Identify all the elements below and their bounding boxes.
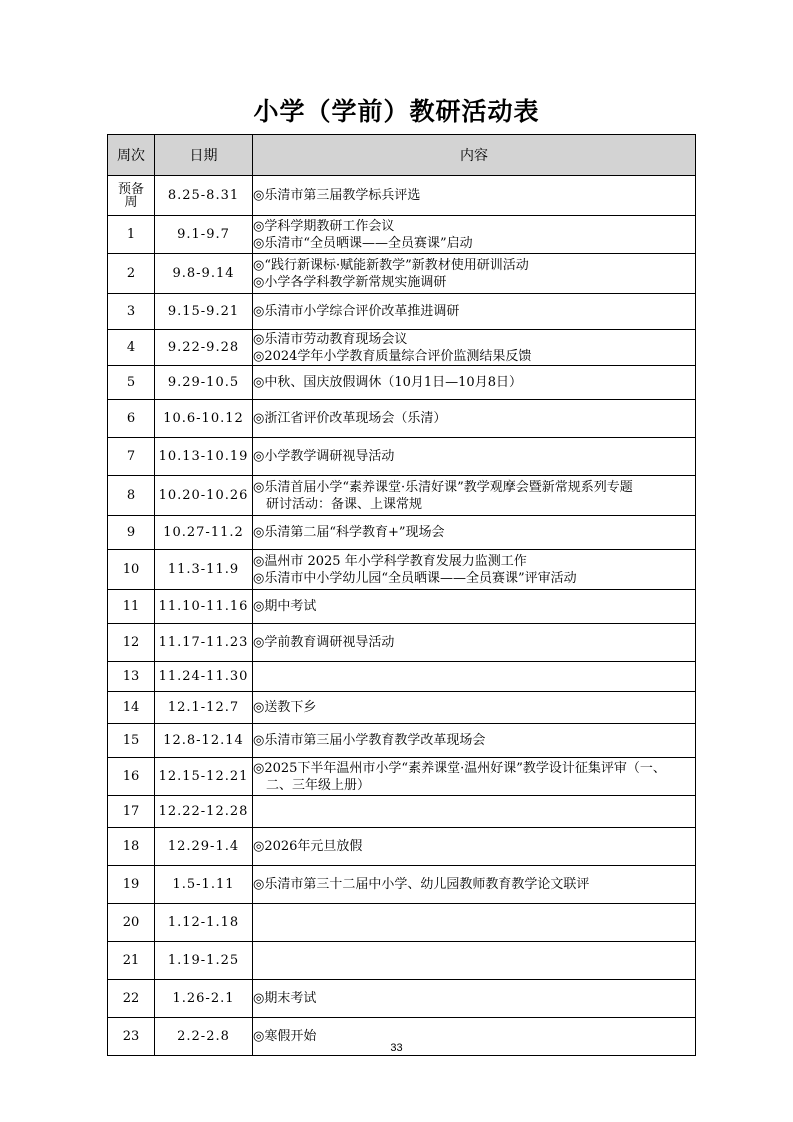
activity-item: ◎期末考试 [253, 991, 317, 1006]
content-cell [253, 330, 696, 366]
table-row [108, 590, 696, 624]
table-row [108, 400, 696, 438]
content-cell [253, 516, 696, 550]
date-cell: 11.3-11.9 [155, 550, 253, 590]
table-row [108, 796, 696, 828]
table-row [108, 176, 696, 216]
table-row [108, 724, 696, 758]
date-cell: 1.5-1.11 [155, 866, 253, 904]
date-cell: 1.19-1.25 [155, 942, 253, 980]
date-cell: 8.25-8.31 [155, 176, 253, 216]
date-cell: 11.10-11.16 [155, 590, 253, 624]
date-cell: 10.13-10.19 [155, 438, 253, 476]
content-cell [253, 176, 696, 216]
table-row [108, 438, 696, 476]
week-cell: 12 [108, 624, 155, 662]
week-cell: 1 [108, 216, 155, 254]
date-cell: 12.8-12.14 [155, 724, 253, 758]
week-cell: 14 [108, 692, 155, 724]
table-row [108, 366, 696, 400]
content-cell [253, 980, 696, 1018]
content-cell [253, 904, 696, 942]
week-cell: 20 [108, 904, 155, 942]
week-cell: 预备周 [108, 176, 155, 216]
activity-item: ◎小学教学调研视导活动 [253, 449, 395, 464]
content-cell [253, 624, 696, 662]
content-cell [253, 550, 696, 590]
activity-table [107, 134, 696, 1056]
content-cell [253, 366, 696, 400]
date-cell: 12.1-12.7 [155, 692, 253, 724]
date-cell: 12.29-1.4 [155, 828, 253, 866]
content-cell [253, 590, 696, 624]
table-row [108, 904, 696, 942]
date-cell: 1.12-1.18 [155, 904, 253, 942]
week-cell: 2 [108, 254, 155, 294]
activity-item: ◎2025下半年温州市小学“素养课堂·温州好课”教学设计征集评审（一、 [253, 760, 666, 776]
header-date: 日期 [155, 135, 253, 176]
date-cell: 11.24-11.30 [155, 662, 253, 692]
activity-item: ◎乐清市“全员晒课——全员赛课”启动 [253, 235, 473, 251]
date-cell: 9.15-9.21 [155, 294, 253, 330]
week-cell: 6 [108, 400, 155, 438]
date-cell: 10.27-11.2 [155, 516, 253, 550]
activity-item: ◎浙江省评价改革现场会（乐清） [253, 411, 447, 426]
activity-item: ◎寒假开始 [253, 1029, 317, 1044]
activity-item: ◎乐清市第三届教学标兵评选 [253, 188, 421, 203]
activity-item: ◎“践行新课标·赋能新教学”新教材使用研训活动 [253, 257, 529, 273]
activity-item: ◎学前教育调研视导活动 [253, 635, 395, 650]
content-cell [253, 400, 696, 438]
table-body [108, 176, 696, 1056]
week-cell: 9 [108, 516, 155, 550]
table-row [108, 476, 696, 516]
table-row [108, 980, 696, 1018]
date-cell: 9.8-9.14 [155, 254, 253, 294]
activity-item: ◎温州市 2025 年小学科学教育发展力监测工作 [253, 553, 527, 569]
week-cell: 13 [108, 662, 155, 692]
header-content: 内容 [253, 135, 696, 176]
table-row [108, 624, 696, 662]
table-row [108, 758, 696, 796]
week-cell: 22 [108, 980, 155, 1018]
table-row [108, 866, 696, 904]
activity-item: ◎中秋、国庆放假调休（10月1日—10月8日） [253, 375, 522, 390]
date-cell: 9.22-9.28 [155, 330, 253, 366]
date-cell: 2.2-2.8 [155, 1018, 253, 1056]
activity-item: 二、三年级上册） [266, 777, 371, 793]
date-cell: 9.29-10.5 [155, 366, 253, 400]
table-row [108, 692, 696, 724]
table-row [108, 662, 696, 692]
activity-item: ◎2024学年小学教育质量综合评价监测结果反馈 [253, 348, 532, 364]
content-cell [253, 254, 696, 294]
week-cell: 19 [108, 866, 155, 904]
content-cell [253, 662, 696, 692]
date-cell: 9.1-9.7 [155, 216, 253, 254]
activity-item: ◎乐清市中小学幼儿园“全员晒课——全员赛课”评审活动 [253, 570, 577, 586]
activity-item: ◎2026年元旦放假 [253, 839, 363, 854]
content-cell [253, 866, 696, 904]
page-title: 小学（学前）教研活动表 [253, 97, 540, 126]
week-cell: 21 [108, 942, 155, 980]
header-week: 周次 [108, 135, 155, 176]
date-cell: 11.17-11.23 [155, 624, 253, 662]
week-cell: 18 [108, 828, 155, 866]
week-cell: 23 [108, 1018, 155, 1056]
activity-item: ◎学科学期教研工作会议 [253, 218, 395, 234]
table-row [108, 254, 696, 294]
activity-item: ◎乐清市第三届小学教育教学改革现场会 [253, 733, 486, 748]
table-row [108, 516, 696, 550]
date-cell: 1.26-2.1 [155, 980, 253, 1018]
activity-item: ◎乐清市第三十二届中小学、幼儿园教师教育教学论文联评 [253, 877, 590, 892]
content-cell [253, 942, 696, 980]
date-cell: 10.6-10.12 [155, 400, 253, 438]
week-cell: 7 [108, 438, 155, 476]
content-cell [253, 692, 696, 724]
content-cell [253, 828, 696, 866]
table-row [108, 828, 696, 866]
activity-item: ◎期中考试 [253, 599, 317, 614]
week-cell: 11 [108, 590, 155, 624]
week-cell: 4 [108, 330, 155, 366]
week-cell: 15 [108, 724, 155, 758]
activity-item: ◎小学各学科教学新常规实施调研 [253, 274, 447, 290]
table-row [108, 330, 696, 366]
table-row [108, 942, 696, 980]
content-cell [253, 294, 696, 330]
page-number: 33 [390, 1042, 403, 1054]
week-cell: 3 [108, 294, 155, 330]
date-cell: 10.20-10.26 [155, 476, 253, 516]
week-cell: 16 [108, 758, 155, 796]
date-cell: 12.22-12.28 [155, 796, 253, 828]
activity-item: ◎乐清首届小学“素养课堂·乐清好课”教学观摩会暨新常规系列专题 [253, 479, 633, 495]
content-cell [253, 438, 696, 476]
content-cell [253, 216, 696, 254]
activity-item: ◎乐清第二届“科学教育+”现场会 [253, 525, 445, 540]
table-row [108, 294, 696, 330]
date-cell: 12.15-12.21 [155, 758, 253, 796]
content-cell [253, 724, 696, 758]
table-header-row [108, 135, 696, 176]
week-cell: 5 [108, 366, 155, 400]
content-cell [253, 758, 696, 796]
content-cell [253, 476, 696, 516]
activity-item: ◎送教下乡 [253, 700, 317, 715]
activity-item: 研讨活动：备课、上课常规 [266, 496, 423, 512]
content-cell [253, 796, 696, 828]
week-cell: 17 [108, 796, 155, 828]
week-cell: 10 [108, 550, 155, 590]
activity-item: ◎乐清市劳动教育现场会议 [253, 331, 408, 347]
table-row [108, 550, 696, 590]
table-row [108, 216, 696, 254]
week-cell: 8 [108, 476, 155, 516]
activity-item: ◎乐清市小学综合评价改革推进调研 [253, 304, 460, 319]
